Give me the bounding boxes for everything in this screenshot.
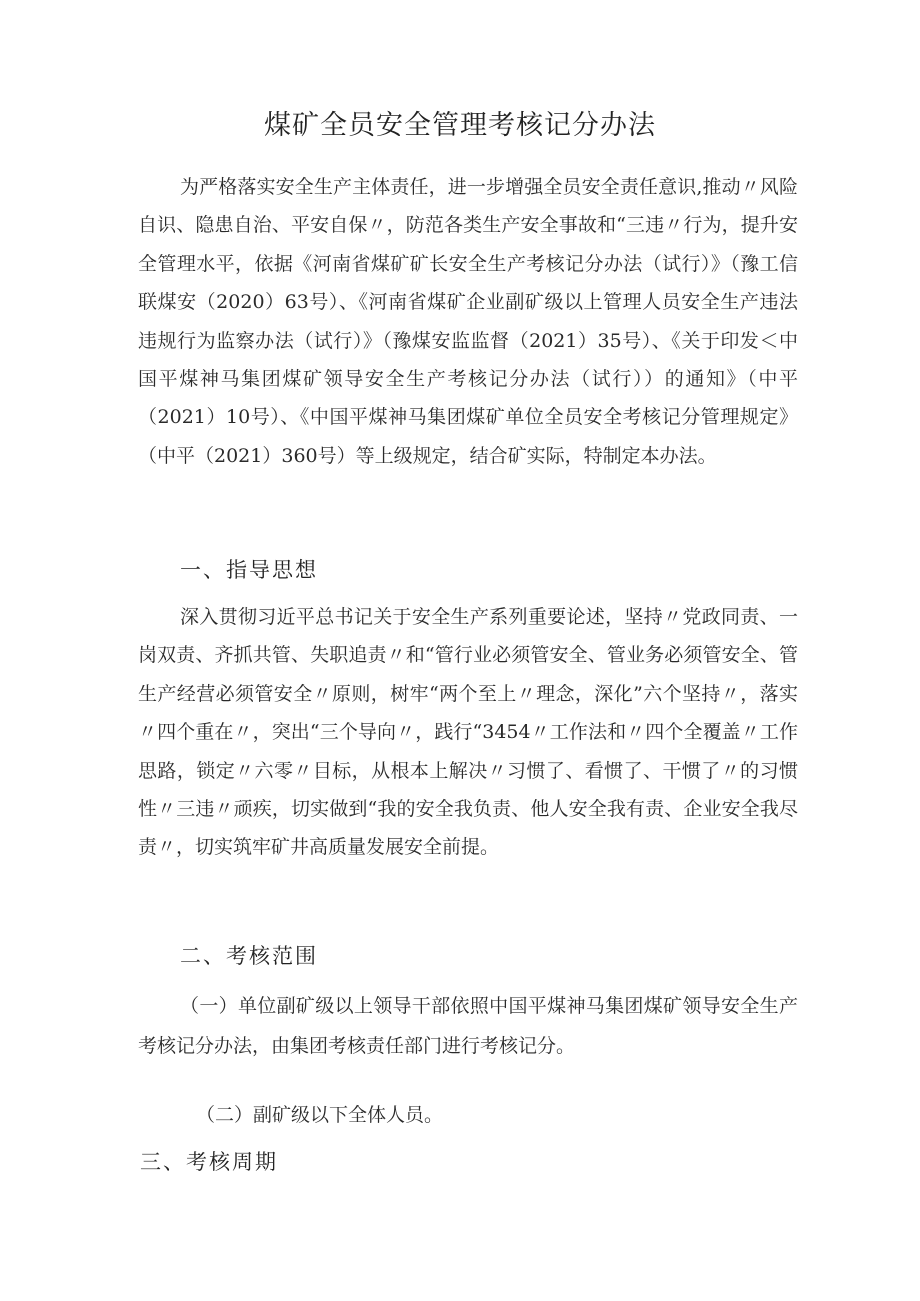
section-3-heading: 三、考核周期 — [140, 1150, 278, 1174]
section-2-heading: 二、考核范围 — [180, 944, 318, 968]
section-1-heading: 一、指导思想 — [180, 558, 318, 582]
document-title: 煤矿全员安全管理考核记分办法 — [264, 110, 656, 141]
section-1-paragraph: 深入贯彻习近平总书记关于安全生产系列重要论述，坚持〃党政同责、一岗双责、齐抓共管、失职追责〃和“管行业必须管安全、管业务必须管安全、管生产经营必须管安全〃原则，树牢“两个至上〃理念，深化”六个坚持〃，落实〃四个重在〃，突出“三个导向〃，践行“3454〃工作法和〃四个全覆盖〃工作思路，锁定〃六零〃目标，从根本上解决〃习惯了、看惯了、干惯了〃的习惯性〃三违〃顽疾，切实做到“我的安全我负责、他人安全我有责、企业安全我尽责〃，切实筑牢矿井高质量发展安全前提。 — [138, 606, 798, 859]
intro-paragraph: 为严格落实安全生产主体责任，进一步增强全员安全责任意识,推动〃风险自识、隐患自治、平安自保〃，防范各类生产安全事故和“三违〃行为，提升安全管理水平，依据《河南省煤矿矿长安全生产考核记分办法（试行）》（豫工信联煤安（2020）63号）、《河南省煤矿企业副矿级以上管理人员安全生产违法违规行为监察办法（试行）》（豫煤安监监督（2021）35号）、《关于印发＜中国平煤神马集团煤矿领导安全生产考核记分办法（试行））的通知》（中平（2021）10号）、《中国平煤神马集团煤矿单位全员安全考核记分管理规定》（中平（2021）360号）等上级规定，结合矿实际，特制定本办法。 — [138, 176, 798, 467]
section-2-item-2: （二）副矿级以下全体人员。 — [196, 1104, 444, 1126]
section-2-item-1: （一）单位副矿级以上领导干部依照中国平煤神马集团煤矿领导安全生产考核记分办法，由集团考核责任部门进行考核记分。 — [138, 995, 798, 1057]
